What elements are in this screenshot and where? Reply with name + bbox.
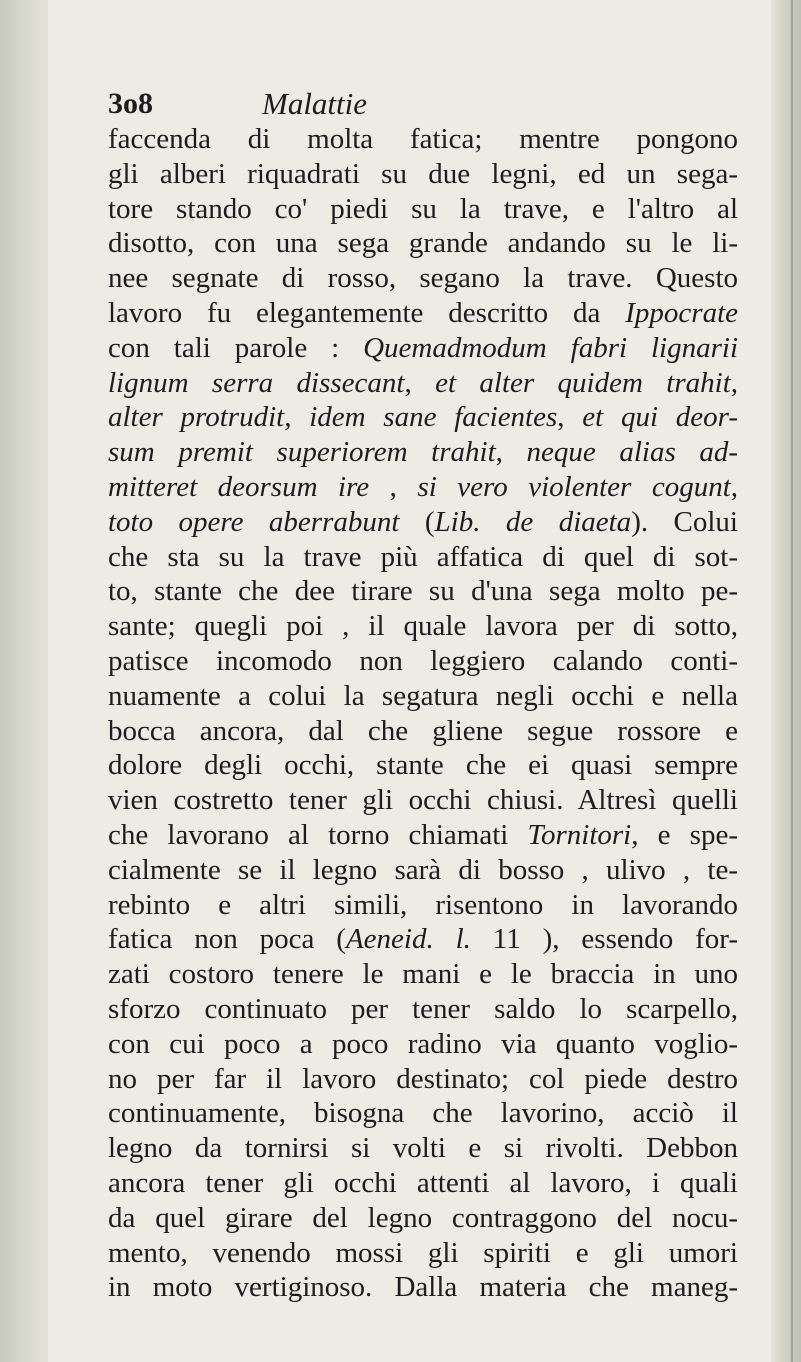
text-segment: patisce incomodo non leggiero calando conti-	[108, 644, 738, 677]
italic-text: lignum serra dissecant	[108, 366, 405, 399]
text-line	[108, 470, 738, 505]
text-line	[108, 261, 738, 296]
body-text	[108, 122, 738, 1305]
text-segment: ,	[284, 401, 310, 434]
text-segment: fatica non poca (	[108, 923, 346, 956]
text-segment: che sta su la trave più affatica di quel di sot-	[108, 540, 738, 573]
text-line	[108, 574, 738, 609]
text-segment: ,	[730, 470, 739, 503]
italic-text: mitteret deorsum ire	[108, 470, 370, 503]
text-segment: to, stante che dee tirare su d'una sega molto pe-	[108, 575, 738, 608]
text-segment: zati costoro tenere le mani e le braccia in uno	[108, 958, 738, 991]
text-segment: nuamente a colui la segatura negli occhi e nella	[108, 679, 738, 712]
text-line	[108, 1062, 738, 1097]
text-segment: ,	[404, 366, 436, 399]
italic-text: Tornitori	[527, 818, 632, 851]
text-segment: ancora tener gli occhi attenti al lavoro, i quali	[108, 1166, 738, 1199]
text-segment: che lavorano al torno chiamati	[108, 818, 528, 851]
text-line	[108, 818, 738, 853]
book-page	[48, 0, 771, 1362]
italic-text: Quemadmodum fabri lignarii	[363, 331, 738, 364]
text-line	[108, 331, 738, 366]
page-header	[108, 82, 708, 126]
text-segment: dolore degli occhi, stante che ei quasi sempre	[108, 749, 738, 782]
text-segment: sante; quegli poi , il quale lavora per di sotto,	[108, 610, 738, 643]
text-line	[108, 1270, 738, 1305]
text-line	[108, 1166, 738, 1201]
page-edge-line	[791, 0, 793, 1362]
text-segment: cialmente se il legno sarà di bosso , ulivo , te-	[108, 853, 738, 886]
text-line	[108, 540, 738, 575]
text-segment: ,	[495, 436, 527, 469]
text-segment: (	[399, 505, 435, 538]
text-segment: ,	[369, 470, 418, 503]
text-line	[108, 400, 738, 435]
text-segment: faccenda di molta fatica; mentre pongono	[108, 123, 738, 155]
text-segment: continuamente, bisogna che lavorino, acciò il	[108, 1097, 738, 1130]
text-line	[108, 192, 738, 227]
page-number: 3o8	[108, 87, 153, 120]
text-line	[108, 783, 738, 818]
text-segment: con cui poco a poco radino via quanto voglio-	[108, 1027, 738, 1060]
text-line	[108, 748, 738, 783]
text-line	[108, 609, 738, 644]
text-segment: con tali parole :	[108, 331, 364, 364]
right-scan-gutter	[771, 0, 801, 1362]
italic-text: alter protrudit	[108, 401, 285, 434]
text-segment: sforzo continuato per tener saldo lo scarpello,	[108, 992, 738, 1025]
text-segment: in moto vertiginoso. Dalla materia che maneg-	[108, 1271, 738, 1304]
text-line	[108, 1131, 738, 1166]
text-line	[108, 366, 738, 401]
text-line	[108, 435, 738, 470]
running-head: Malattie	[262, 86, 368, 121]
text-line	[108, 505, 738, 540]
text-segment: mento, venendo mossi gli spiriti e gli umori	[108, 1236, 738, 1269]
text-line	[108, 1201, 738, 1236]
italic-text: neque alias ad-	[526, 436, 738, 469]
italic-text: et qui deor-	[582, 401, 738, 434]
text-line	[108, 1096, 738, 1131]
text-segment: vien costretto tener gli occhi chiusi. Altresì quelli	[108, 784, 738, 817]
text-segment: nee segnate di rosso, segano la trave. Questo	[108, 262, 738, 295]
left-scan-gutter	[0, 0, 48, 1362]
text-line	[108, 1027, 738, 1062]
text-segment: , e spe-	[631, 818, 739, 851]
italic-text: Ippocrate	[625, 296, 738, 329]
text-segment: no per far il lavoro destinato; col piede destro	[108, 1062, 738, 1095]
text-line	[108, 226, 738, 261]
italic-text: Lib. de diaeta	[434, 505, 632, 538]
text-segment: ,	[730, 366, 738, 399]
italic-text: toto opere aberrabunt	[108, 505, 400, 538]
text-line	[108, 679, 738, 714]
text-segment: lavoro fu elegantemente descritto da	[108, 296, 626, 329]
text-segment: tore stando co' piedi su la trave, e l'altro al	[108, 192, 738, 225]
text-line	[108, 992, 738, 1027]
text-segment: gli alberi riquadrati su due legni, ed un sega-	[108, 157, 738, 190]
italic-text: si vero violenter cogunt	[417, 470, 731, 503]
text-segment: da quel girare del legno contraggono del nocu-	[108, 1201, 738, 1234]
text-line	[108, 714, 738, 749]
text-segment: ). Colui	[631, 505, 738, 538]
italic-text: sum premit superiorem trahit	[108, 436, 496, 469]
text-segment: disotto, con una sega grande andando su le li-	[108, 227, 738, 260]
italic-text: idem sane facientes	[309, 401, 558, 434]
text-segment: rebinto e altri simili, risentono in lavorando	[108, 888, 738, 921]
text-line	[108, 957, 738, 992]
text-line	[108, 157, 738, 192]
text-segment: legno da tornirsi si volti e si rivolti. Debbon	[108, 1132, 738, 1165]
italic-text: et alter quidem trahit	[435, 366, 731, 399]
text-segment: 11 ), essendo for-	[470, 923, 738, 956]
italic-text: Aeneid. l.	[345, 923, 471, 956]
text-line	[108, 853, 738, 888]
text-line	[108, 296, 738, 331]
text-line	[108, 922, 738, 957]
text-line	[108, 122, 738, 157]
text-line	[108, 644, 738, 679]
text-line	[108, 1236, 738, 1271]
text-line	[108, 888, 738, 923]
text-segment: bocca ancora, dal che gliene segue rossore e	[108, 714, 738, 747]
text-segment: ,	[557, 401, 583, 434]
